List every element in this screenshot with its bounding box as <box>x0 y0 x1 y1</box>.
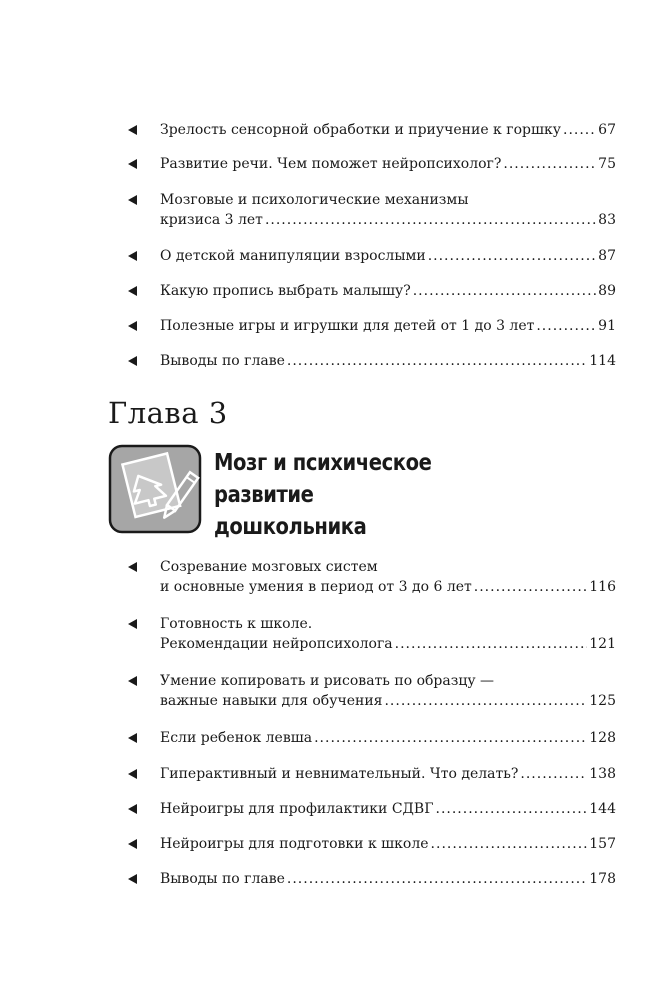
triangle-bullet-icon <box>128 676 137 686</box>
triangle-bullet-icon <box>128 356 137 366</box>
toc-entry-page: 144 <box>589 801 616 817</box>
toc-entry[interactable] <box>128 834 616 854</box>
triangle-bullet-icon <box>128 195 137 205</box>
toc-entry-page: 125 <box>589 693 616 709</box>
leader-dots <box>287 351 587 371</box>
chapter-title-line: дошкольника <box>214 514 367 540</box>
toc-entry[interactable] <box>128 281 616 301</box>
toc-entry-page: 114 <box>589 353 616 369</box>
toc-entry[interactable] <box>128 190 616 230</box>
toc-entry-title: Нейроигры для подготовки к школе <box>160 836 429 852</box>
toc-entry[interactable] <box>128 246 616 266</box>
toc-entry-page: 75 <box>598 156 616 172</box>
leader-dots <box>536 316 596 336</box>
toc-entry[interactable] <box>128 869 616 889</box>
toc-entry-page: 138 <box>589 766 616 782</box>
leader-dots <box>413 281 596 301</box>
toc-entry-title-cont: кризиса 3 лет <box>160 212 263 228</box>
chapter-title <box>214 447 486 543</box>
toc-entry[interactable] <box>128 799 616 819</box>
triangle-bullet-icon <box>128 286 137 296</box>
leader-dots <box>287 869 587 889</box>
toc-entry-title: Какую пропись выбрать малышу? <box>160 283 411 299</box>
toc-entry-page: 91 <box>598 318 616 334</box>
toc-entry-title: Умение копировать и рисовать по образцу — <box>160 673 495 689</box>
toc-entry-title: Выводы по главе <box>160 353 285 369</box>
toc-entry[interactable] <box>128 671 616 711</box>
chapter-label: Глава 3 <box>108 396 228 430</box>
leader-dots <box>431 834 588 854</box>
toc-entry[interactable] <box>128 351 616 371</box>
toc-entry-page: 89 <box>598 283 616 299</box>
leader-dots <box>503 154 596 174</box>
toc-entry-title: Полезные игры и игрушки для детей от 1 до 3 лет <box>160 318 535 334</box>
toc-entry-title: Развитие речи. Чем поможет нейропсихолог? <box>160 156 502 172</box>
toc-entry-title-cont: и основные умения в период от 3 до 6 лет <box>160 579 472 595</box>
leader-dots <box>563 120 596 140</box>
triangle-bullet-icon <box>128 562 137 572</box>
triangle-bullet-icon <box>128 251 137 261</box>
leader-dots <box>520 764 587 784</box>
leader-dots <box>436 799 588 819</box>
chapter-title-line: развитие <box>214 482 314 508</box>
toc-entry-title: Гиперактивный и невнимательный. Что делать? <box>160 766 519 782</box>
toc-entry-title: Готовность к школе. <box>160 616 313 632</box>
toc-entry-title-cont: Рекомендации нейропсихолога <box>160 636 393 652</box>
toc-entry[interactable] <box>128 764 616 784</box>
leader-dots <box>474 577 588 597</box>
toc-entry-page: 83 <box>598 212 616 228</box>
toc-entry-page: 178 <box>589 871 616 887</box>
toc-entry-title-cont: важные навыки для обучения <box>160 693 383 709</box>
triangle-bullet-icon <box>128 619 137 629</box>
toc-entry[interactable] <box>128 316 616 336</box>
triangle-bullet-icon <box>128 769 137 779</box>
leader-dots <box>314 728 587 748</box>
toc-entry-title: Если ребенок левша <box>160 730 313 746</box>
leader-dots <box>265 210 596 230</box>
toc-entry[interactable] <box>128 120 616 140</box>
toc-entry-page: 67 <box>598 122 616 138</box>
triangle-bullet-icon <box>128 874 137 884</box>
leader-dots <box>384 691 587 711</box>
toc-entry-page: 157 <box>589 836 616 852</box>
toc-entry-page: 87 <box>598 248 616 264</box>
toc-entry-page: 116 <box>589 579 616 595</box>
toc-entry-title: О детской манипуляции взрослыми <box>160 248 426 264</box>
toc-entry-title: Мозговые и психологические механизмы <box>160 192 469 208</box>
leader-dots <box>428 246 596 266</box>
toc-entry[interactable] <box>128 557 616 597</box>
toc-entry-title: Выводы по главе <box>160 871 285 887</box>
toc-entry[interactable] <box>128 154 616 174</box>
triangle-bullet-icon <box>128 804 137 814</box>
leader-dots <box>395 634 588 654</box>
toc-entry-page: 128 <box>589 730 616 746</box>
toc-entry-title: Зрелость сенсорной обработки и приучение к горшку <box>160 122 561 138</box>
toc-entry-title: Нейроигры для профилактики СДВГ <box>160 801 434 817</box>
triangle-bullet-icon <box>128 839 137 849</box>
toc-entry[interactable] <box>128 614 616 654</box>
toc-entry-title: Созревание мозговых систем <box>160 559 378 575</box>
toc-entry-page: 121 <box>589 636 616 652</box>
triangle-bullet-icon <box>128 125 137 135</box>
drawing-tree-pencil-icon <box>108 444 202 534</box>
toc-entry[interactable] <box>128 728 616 748</box>
chapter-title-line: Мозг и психическое <box>214 450 432 476</box>
triangle-bullet-icon <box>128 733 137 743</box>
triangle-bullet-icon <box>128 159 137 169</box>
triangle-bullet-icon <box>128 321 137 331</box>
